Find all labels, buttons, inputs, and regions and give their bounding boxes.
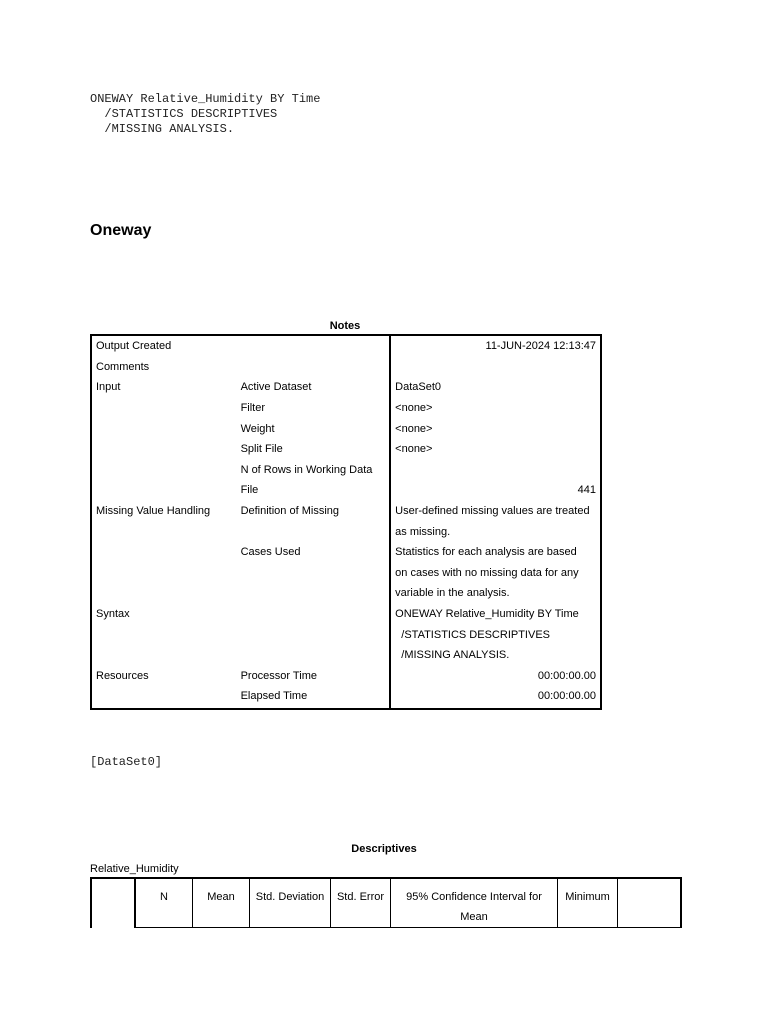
notes-row bbox=[91, 645, 601, 666]
notes-row-sublabel: Cases Used bbox=[237, 542, 391, 563]
notes-row-label bbox=[91, 480, 237, 501]
notes-row-label bbox=[91, 563, 237, 584]
notes-row bbox=[91, 398, 601, 419]
notes-row bbox=[91, 604, 601, 625]
syntax-block bbox=[90, 92, 320, 137]
notes-row-sublabel bbox=[237, 604, 391, 625]
notes-row-value: ONEWAY Relative_Humidity BY Time bbox=[395, 608, 579, 621]
notes-row-label bbox=[91, 583, 237, 604]
notes-row-label bbox=[91, 418, 237, 439]
notes-row bbox=[91, 357, 601, 378]
notes-row bbox=[91, 460, 601, 481]
header-cell-blank bbox=[91, 878, 135, 928]
notes-row-sublabel bbox=[237, 624, 391, 645]
notes-row-sublabel: Elapsed Time bbox=[237, 686, 391, 709]
notes-row-sublabel: Split File bbox=[237, 439, 391, 460]
notes-table bbox=[90, 334, 602, 710]
notes-row-label: Output Created bbox=[96, 340, 172, 353]
notes-row-label bbox=[91, 645, 237, 666]
notes-row bbox=[91, 624, 601, 645]
notes-row-sublabel: Active Dataset bbox=[237, 377, 391, 398]
notes-row-label: Input bbox=[96, 381, 121, 394]
notes-row-label bbox=[91, 624, 237, 645]
variable-label: Relative_Humidity bbox=[90, 863, 179, 875]
notes-row-value: /MISSING ANALYSIS. bbox=[395, 649, 510, 662]
notes-row bbox=[91, 686, 601, 709]
header-cell-std-deviation: Std. Deviation bbox=[250, 878, 331, 928]
notes-row-sublabel: File bbox=[237, 480, 391, 501]
notes-row-label bbox=[91, 398, 237, 419]
notes-row-sublabel bbox=[237, 521, 391, 542]
notes-row-value: 00:00:00.00 bbox=[537, 690, 596, 703]
notes-row-value: on cases with no missing data for any bbox=[395, 566, 579, 579]
notes-row bbox=[91, 439, 601, 460]
syntax-line: ONEWAY Relative_Humidity BY Time bbox=[90, 92, 321, 106]
notes-row-sublabel: Processor Time bbox=[237, 666, 391, 687]
notes-row-sublabel: N of Rows in Working Data bbox=[237, 460, 391, 481]
notes-row-sublabel bbox=[237, 357, 391, 378]
descriptives-caption: Descriptives bbox=[351, 843, 417, 855]
syntax-line: /STATISTICS DESCRIPTIVES bbox=[90, 107, 278, 121]
notes-row-label bbox=[91, 460, 237, 481]
notes-row-value bbox=[390, 460, 601, 481]
notes-row bbox=[91, 583, 601, 604]
notes-row bbox=[91, 418, 601, 439]
notes-row-value: User-defined missing values are treated bbox=[395, 505, 590, 518]
notes-row-value: Statistics for each analysis are based bbox=[395, 546, 577, 559]
header-cell-mean: Mean bbox=[193, 878, 250, 928]
notes-row-label: Comments bbox=[96, 360, 150, 373]
dataset-tag: [DataSet0] bbox=[90, 755, 163, 769]
notes-row-value: 11-JUN-2024 12:13:47 bbox=[485, 340, 596, 353]
notes-row-sublabel bbox=[237, 335, 391, 357]
descriptives-header-row bbox=[91, 878, 681, 928]
notes-row-sublabel bbox=[237, 645, 391, 666]
notes-row bbox=[91, 335, 601, 357]
notes-row-sublabel: Weight bbox=[237, 418, 391, 439]
notes-row-value: DataSet0 bbox=[395, 381, 442, 394]
header-cell-std-error: Std. Error bbox=[331, 878, 391, 928]
header-cell-minimum: Minimum bbox=[558, 878, 618, 928]
header-cell-confidence-interval: 95% Confidence Interval for Mean bbox=[391, 878, 558, 928]
notes-row bbox=[91, 480, 601, 501]
descriptives-table bbox=[90, 877, 682, 928]
notes-row-sublabel: Filter bbox=[237, 398, 391, 419]
notes-row-value: <none> bbox=[395, 443, 433, 456]
notes-row-sublabel bbox=[237, 583, 391, 604]
syntax-line: /MISSING ANALYSIS. bbox=[90, 122, 235, 136]
notes-row bbox=[91, 563, 601, 584]
notes-row-value: <none> bbox=[395, 402, 433, 415]
notes-row-value: /STATISTICS DESCRIPTIVES bbox=[395, 628, 550, 641]
notes-row-label bbox=[91, 686, 237, 709]
header-cell-maximum bbox=[618, 878, 682, 928]
notes-row-value: <none> bbox=[395, 422, 433, 435]
notes-row-sublabel: Definition of Missing bbox=[237, 501, 391, 522]
notes-row-label: Missing Value Handling bbox=[96, 505, 211, 518]
notes-row-value: variable in the analysis. bbox=[395, 587, 510, 600]
notes-row-label bbox=[91, 521, 237, 542]
notes-row bbox=[91, 666, 601, 687]
notes-row-value bbox=[390, 357, 601, 378]
notes-row-label: Syntax bbox=[96, 608, 130, 621]
notes-row-label bbox=[91, 439, 237, 460]
notes-row bbox=[91, 501, 601, 522]
notes-row bbox=[91, 377, 601, 398]
notes-row-value: 00:00:00.00 bbox=[537, 669, 596, 682]
notes-row bbox=[91, 521, 601, 542]
notes-row bbox=[91, 542, 601, 563]
section-title: Oneway bbox=[90, 222, 152, 239]
notes-row-label: Resources bbox=[96, 669, 149, 682]
notes-row-value: as missing. bbox=[395, 525, 451, 538]
header-cell-n: N bbox=[135, 878, 193, 928]
notes-row-label bbox=[91, 542, 237, 563]
notes-row-value: 441 bbox=[577, 484, 596, 497]
notes-row-sublabel bbox=[237, 563, 391, 584]
notes-caption: Notes bbox=[329, 320, 361, 332]
